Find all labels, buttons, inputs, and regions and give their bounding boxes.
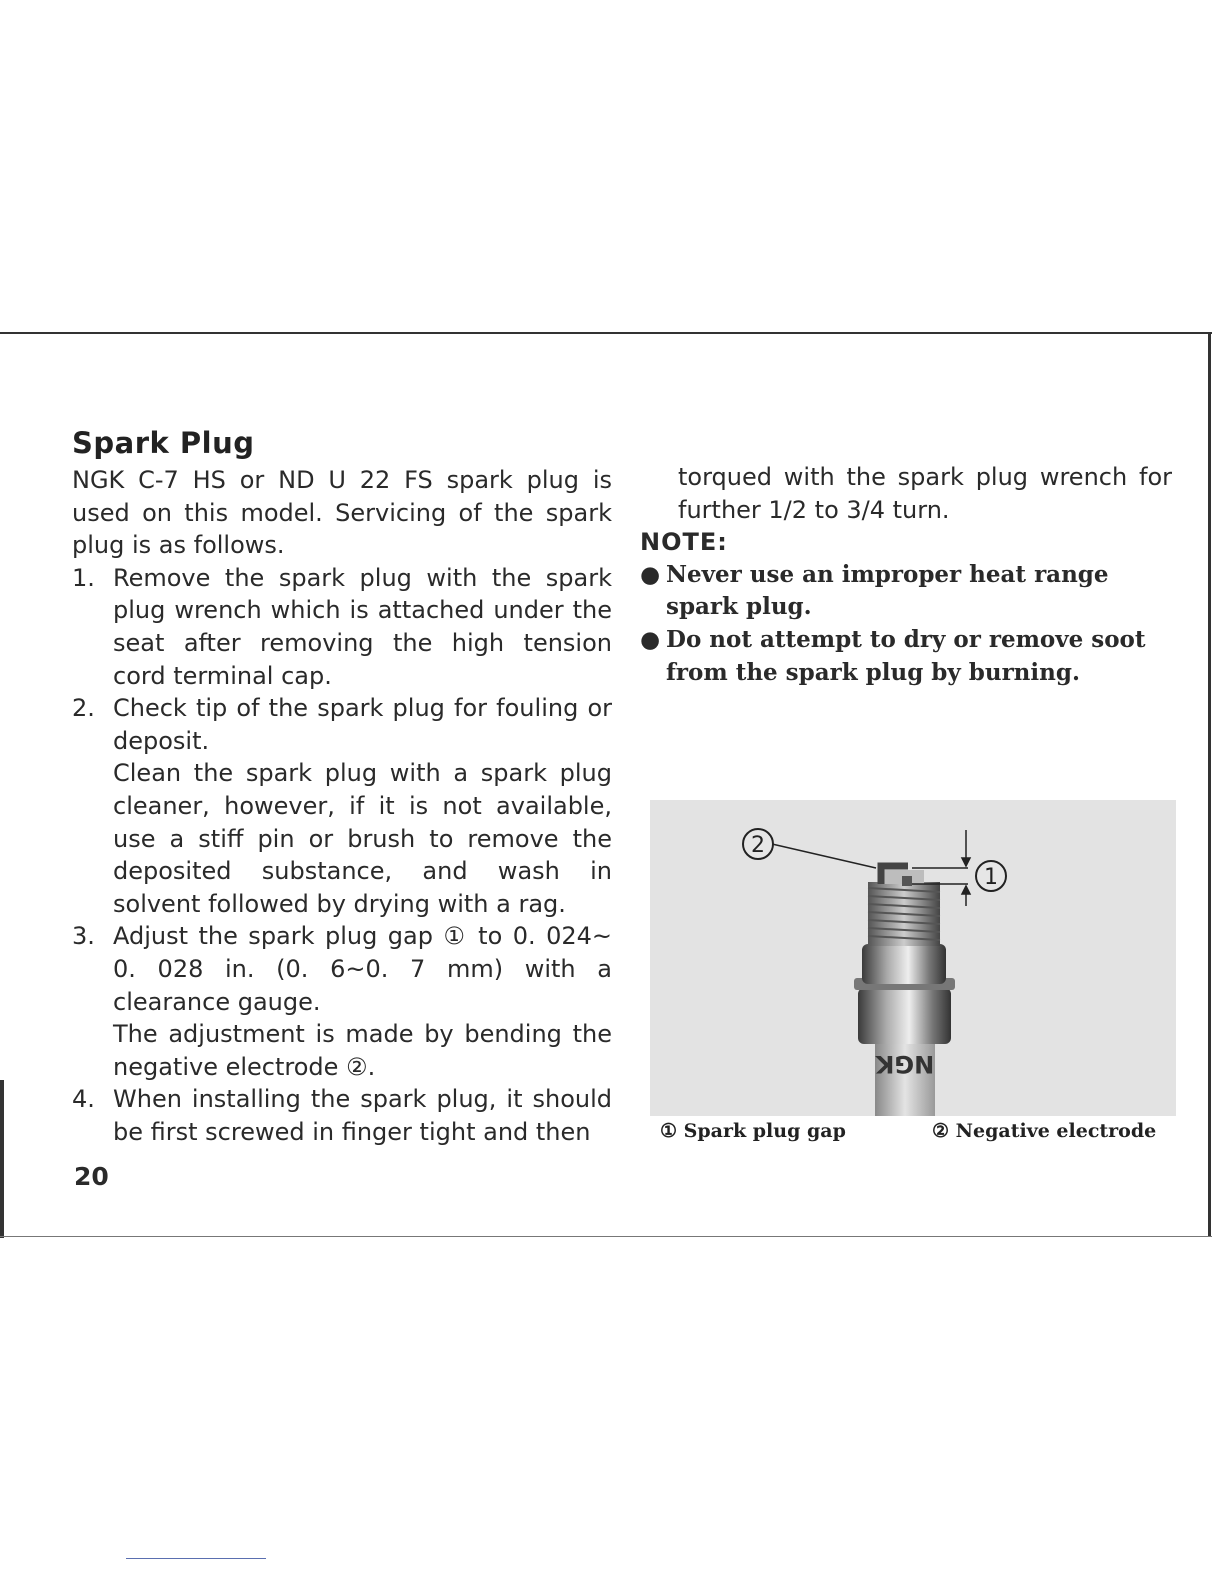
- bullet-dot-icon: ●: [640, 561, 661, 588]
- step-text: Clean the spark plug with a spark plug cleaner, however, if it is not available, use a stiff pin or brush to remove the deposited substance, and wash in solvent followed by drying with a rag.: [113, 759, 612, 918]
- callout-2: [743, 829, 773, 859]
- page-number: 20: [74, 1162, 109, 1191]
- right-column: [640, 461, 1172, 689]
- left-column: [72, 464, 612, 1148]
- callout-2-label: 2: [751, 833, 765, 858]
- section-heading: Spark Plug: [72, 426, 255, 460]
- intro-paragraph: NGK C-7 HS or ND U 22 FS spark plug is used on this model. Servicing of the spark plug is as follows.: [72, 466, 612, 560]
- top-rule: [0, 332, 1212, 334]
- step-2: [72, 692, 612, 920]
- step-number: 4.: [72, 1085, 95, 1114]
- caption-spark-plug-gap: ① Spark plug gap: [660, 1120, 846, 1142]
- step-number: 2.: [72, 694, 95, 723]
- brand-marking: NGK: [875, 1050, 935, 1078]
- note-bullet-text: Do not attempt to dry or remove soot from the spark plug by burning.: [666, 625, 1146, 686]
- note-bullet: [640, 624, 1172, 689]
- bullet-dot-icon: ●: [640, 626, 661, 653]
- footer-rule: [126, 1558, 266, 1559]
- right-rule: [1208, 332, 1211, 1236]
- note-bullet: [640, 559, 1172, 624]
- note-bullet-text: Never use an improper heat range spark plug.: [666, 560, 1109, 621]
- step-3: [72, 920, 612, 1083]
- step-number: 1.: [72, 563, 95, 592]
- step-4-continuation: torqued with the spark plug wrench for further 1/2 to 3/4 turn.: [678, 463, 1172, 524]
- callout-1-label: 1: [984, 865, 998, 890]
- note-label: NOTE:: [640, 528, 728, 557]
- step-4: [72, 1083, 612, 1148]
- left-rule: [0, 1080, 4, 1238]
- center-electrode: [902, 876, 912, 886]
- step-1: [72, 562, 612, 692]
- step-text: Adjust the spark plug gap ① to 0. 024~ 0. 028 in. (0. 6~0. 7 mm) with a clearance gauge.: [113, 922, 612, 1016]
- step-number: 3.: [72, 922, 95, 951]
- step-text: Check tip of the spark plug for fouling or deposit.: [113, 694, 612, 755]
- step-text: The adjustment is made by bending the negative electrode ②.: [113, 1020, 612, 1081]
- callout-1: [976, 861, 1006, 891]
- bottom-rule: [0, 1236, 1212, 1237]
- step-text: When installing the spark plug, it should be first screwed in finger tight and then: [113, 1085, 612, 1146]
- spark-plug-photo: [650, 800, 1176, 1116]
- caption-negative-electrode: ② Negative electrode: [932, 1120, 1157, 1142]
- step-text: Remove the spark plug with the spark plug wrench which is attached under the seat after removing the high tension cord terminal cap.: [113, 563, 612, 690]
